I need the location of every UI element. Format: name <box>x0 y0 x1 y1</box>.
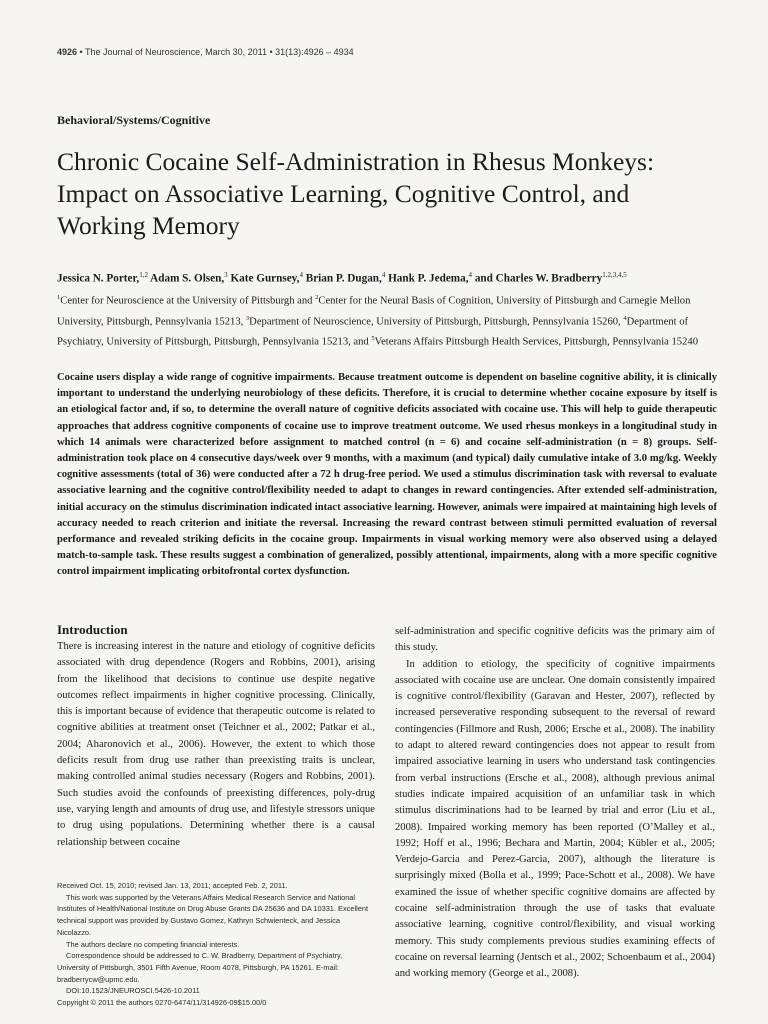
author-affiliation-number: 1,2 <box>139 271 148 279</box>
conflict-note: The authors declare no competing financial interests. <box>66 939 240 949</box>
page-number: 4926 <box>57 47 78 57</box>
footnotes <box>57 880 375 1009</box>
author-affiliation-number: 3 <box>224 271 228 279</box>
intro-paragraph-continued: self-administration and specific cognitive deficits was the primary aim of this study. <box>395 626 715 654</box>
affiliations: $^1$Center for Neuroscience at the University of Pittsburgh and $^2$Center for the Neural Basis of Cognition, University of Pittsburgh and Carnegie Mellon University, Pittsburgh, Pennsylvania 15213, $^3$Department of Neuroscience, University of Pittsburgh, Pittsburgh, Pennsylvania 15260, $^4$Department of Psychiatry, University of Pittsburgh, Pittsburgh, Pennsylvania 15213, and $^5$Veterans Affairs Pittsburgh Health Services, Pittsburgh, Pennsylvania 15240 <box>57 294 698 348</box>
author-name: Adam S. Olsen, <box>150 272 225 285</box>
author-list <box>57 271 717 285</box>
section-label: Behavioral/Systems/Cognitive <box>57 113 211 127</box>
author-affiliation-number: 4 <box>299 271 303 279</box>
received-dates: Received Oct. 15, 2010; revised Jan. 13, 2011; accepted Feb. 2, 2011. <box>57 881 288 890</box>
funding-note: This work was supported by the Veterans Affairs Medical Research Service and National Institutes of Health/National Institute on Drug Abuse Grants DA 25636 and DA 10331. Excellent technical support was provided by Gustavo Gomez, Kathryn Schwienteck, and Jessica Nicolazzo. <box>57 892 369 937</box>
intro-paragraph: In addition to etiology, the specificity of cognitive impairments associated with cocaine use are unclear. One domain consistently impaired is cognitive control/flexibility (Garavan and Hester, 2007), reflected by increased perseverative responding subsequent to the reversal of reward contingencies (Fillmore and Rush, 2006; Ersche et al., 2008). The inability to adapt to altered reward contingencies does not appear to result from impaired associative learning in users who understand task contingencies from verbal instructions (Ersche et al., 2008), although previous animal studies indicate impaired acquisition of an unfamiliar task in which stimulus discriminations had to be learned by trial and error (Liu et al., 2008). Impaired working memory has been reported (O’Malley et al., 1992; Hoff et al., 1996; Bechara and Martin, 2004; Kübler et al., 2005; Verdejo-Garcia and Perez-Garcia, 2007), although the literature is surprisingly mixed (Bolla et al., 1999; Pace-Schott et al., 2008). We have examined the issue of whether specific cognitive domains are affected by cocaine self-administration through the use of tasks that evaluate associative learning, cognitive control/flexibility, and visual working memory. This study complements previous studies examining effects of cocaine on reversal learning (Jentsch et al., 2002; Schoenbaum et al., 2004) and working memory (George et al., 2008). <box>395 658 715 980</box>
copyright: Copyright © 2011 the authors 0270-6474/11/314926-09$15.00/0 <box>57 998 267 1008</box>
paper-title: Chronic Cocaine Self-Administration in Rhesus Monkeys: Impact on Associative Learning, Cognitive Control, and Working Memory <box>57 147 655 240</box>
correspondence-note: Correspondence should be addressed to C. W. Bradberry, Department of Psychiatry, University of Pittsburgh, 3501 Fifth Avenue, Room 4078, Pittsburgh, PA 15261. E-mail: bradberrycw@upmc.edu. <box>57 951 343 984</box>
author-affiliation-number: 4 <box>381 271 386 279</box>
author-affiliation-number: 1,2,3,4,5 <box>602 271 627 279</box>
author-name: Kate Gurnsey, <box>230 272 300 285</box>
author-name: Jessica N. Porter, <box>57 272 140 285</box>
left-column <box>57 622 375 851</box>
author-name: and Charles W. Bradberry <box>474 272 603 285</box>
abstract: Cocaine users display a wide range of cognitive impairments. Because treatment outcome is dependent on baseline cognitive ability, it is clinically important to understand the underlying neurobiology of these deficits. Therefore, it is crucial to determine whether cocaine exposure by itself is an etiological factor and, if so, to determine the overall nature of cognitive deficits associated with cocaine use. This will help to guide therapeutic approaches that address cognitive components of cocaine use to improve treatment outcome. We used rhesus monkeys in a longitudinal study in which 14 animals were characterized before assignment to matched control (n = 6) and cocaine self-administration (n = 8) groups. Self-administration took place on 4 consecutive days/week over 9 months, with a maximum (and typical) daily cumulative intake of 3.0 mg/kg. Weekly cognitive assessments (total of 36) were conducted after a 72 h drug-free period. We used a stimulus discrimination task with reversal to evaluate associative learning and the cognitive control/flexibility needed to adapt to changes in reward contingencies. After extended self-administration, initial accuracy on the stimulus discrimination indicated intact associative learning. However, animals were impaired at maintaining high levels of accuracy needed to reach criterion and initiate the reversal. Increasing the reward contrast between stimuli permitted evaluation of reversal performance and revealed striking deficits in the cocaine group. Impairments in visual working memory were also observed using a delayed match-to-sample task. These results suggest a combination of generalized, possibly attentional, impairments, along with a more specific cognitive control impairment implicating orbitofrontal cortex dysfunction. <box>57 372 717 578</box>
author-name: Brian P. Dugan, <box>305 272 382 285</box>
journal-citation: • The Journal of Neuroscience, March 30, 2011 • 31(13):4926 – 4934 <box>79 47 354 57</box>
intro-paragraph: There is increasing interest in the nature and etiology of cognitive deficits associated with drug dependence (Rogers and Robbins, 2001), arising from the likelihood that decisions to continue use despite negative outcomes reflect impairments in higher cognitive processing. Clinically, this is important because of evidence that therapeutic outcome is related to cognitive abilities at treatment onset (Teichner et al., 2002; Patkar et al., 2004; Aharonovich et al., 2006). However, the extent to which those deficits result from drug use rather than preexisting traits is unclear, making controlled animal studies necessary (Rogers and Robbins, 2001). Such studies avoid the confounds of preexisting differences, poly-drug use, varying length and amounts of drug use, and lifestyle stressors unique to drug using populations. Determining whether there is a causal relationship between cocaine <box>57 641 375 848</box>
right-column <box>395 624 715 983</box>
author-name: Hank P. Jedema, <box>388 272 469 285</box>
introduction-heading: Introduction <box>57 622 128 637</box>
doi: DOI:10.1523/JNEUROSCI.5426-10.2011 <box>66 986 200 996</box>
author-affiliation-number: 4 <box>468 271 473 279</box>
running-header <box>57 47 354 57</box>
